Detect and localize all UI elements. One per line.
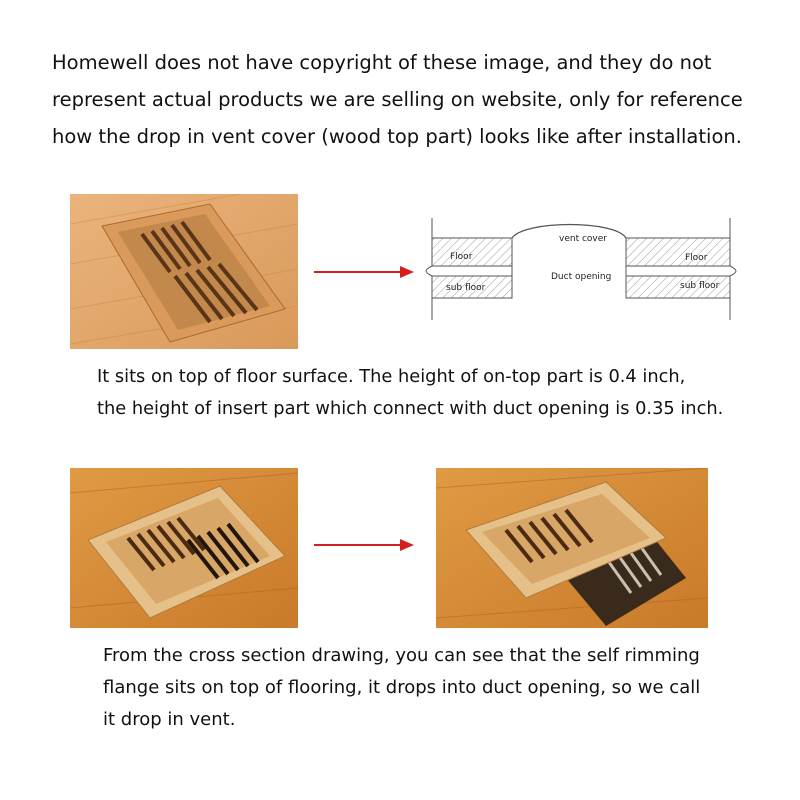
disclaimer-line-2: represent actual products we are selling on website, only for reference — [52, 88, 743, 111]
conclusion-line-3: it drop in vent. — [103, 709, 236, 730]
arrow-icon — [314, 264, 414, 283]
installation-line-2: the height of insert part which connect with duct opening is 0.35 inch. — [97, 398, 724, 419]
vent-cover-label: vent cover — [559, 234, 607, 244]
vent-lifted-photo — [436, 468, 708, 628]
conclusion-line-2: flange sits on top of flooring, it drops into duct opening, so we call — [103, 677, 701, 698]
floor-left-label: Floor — [450, 252, 473, 262]
disclaimer-line-1: Homewell does not have copyright of these image, and they do not — [52, 51, 712, 74]
arrow-icon — [314, 537, 414, 556]
installation-line-1: It sits on top of floor surface. The height of on-top part is 0.4 inch, — [97, 366, 686, 387]
disclaimer-text — [52, 44, 743, 155]
vent-on-floor-photo — [70, 194, 298, 349]
conclusion-text — [103, 640, 700, 736]
conclusion-line-1: From the cross section drawing, you can see that the self rimming — [103, 645, 700, 666]
installation-text — [97, 361, 723, 425]
subfloor-left-label: sub floor — [446, 283, 486, 293]
floor-right-label: Floor — [685, 253, 708, 263]
disclaimer-line-3: how the drop in vent cover (wood top part) looks like after installation. — [52, 125, 742, 148]
duct-opening-label: Duct opening — [551, 272, 612, 282]
cross-section-diagram — [420, 210, 752, 325]
subfloor-right-label: sub floor — [680, 281, 720, 291]
vent-installed-photo — [70, 468, 298, 628]
